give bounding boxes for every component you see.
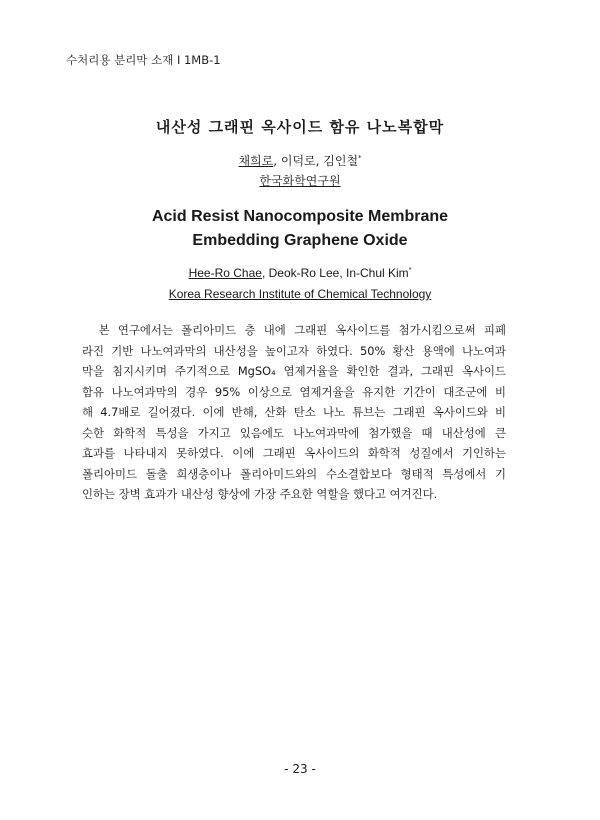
abstract-line: 해 4.7배로 길어졌다. 이에 반해, 산화 탄소 나노 튜브는 그래핀 옥사이드와 비: [82, 405, 506, 419]
co-authors-ko: , 이덕로, 김인철: [273, 154, 359, 168]
abstract-line: 인하는 장벽 효과가 내산성 향상에 가장 주요한 역할을 했다고 여겨진다.: [82, 487, 438, 501]
english-title-line-1: Acid Resist Nanocomposite Membrane: [151, 208, 449, 225]
abstract-line: 폴리아미드 돌출 희생층이나 폴리아미드와의 수소결합보다 형태적 특성에서 기: [82, 466, 506, 481]
presenting-author-ko: 채희로: [238, 154, 274, 168]
page-number: - 23 -: [284, 762, 316, 776]
affiliation-ko-text: 한국화학연구원: [259, 174, 341, 188]
english-title: [0, 205, 600, 253]
korean-title: 내산성 그래핀 옥사이드 함유 나노복합막: [155, 118, 445, 136]
korean-affiliation: [0, 172, 600, 189]
abstract-line: 슷한 화학적 특성을 가지고 있음에도 나노여과막에 첨가했을 때 내산성에 큰: [82, 425, 506, 440]
abstract-line: 라진 기반 나노여과막의 내산성을 높이고자 하였다. 50% 황산 용액에 나노여과: [82, 343, 506, 358]
english-authors: [0, 266, 600, 280]
abstract-line: 본 연구에서는 폴리아미드 층 내에 그래핀 옥사이드를 첨가시킴으로써 피페: [82, 323, 506, 337]
abstract-line: 효과를 나타내지 못하였다. 이에 그래핀 옥사이드의 화학적 성질에서 기인하는: [82, 446, 506, 460]
conference-session-header: 수처리용 분리막 소재 Ⅰ 1MB-1: [66, 53, 221, 67]
abstract-line: 막을 침지시키며 주기적으로 MgSO₄ 염제거율을 확인한 결과, 그래핀 옥사이드: [82, 364, 506, 378]
abstract-body: [82, 320, 506, 505]
korean-authors: [0, 152, 600, 169]
abstract-line: 함유 나노여과막의 경우 95% 이상으로 염제거율을 유지한 기간이 대조군에 비: [82, 384, 506, 399]
affiliation-en-text: Korea Research Institute of Chemical Technology: [168, 287, 432, 301]
english-title-line-2: Embedding Graphene Oxide: [192, 232, 408, 249]
presenting-author-en: Hee-Ro Chae: [188, 266, 262, 280]
co-authors-en: , Deok-Ro Lee, In-Chul Kim: [261, 266, 409, 280]
english-affiliation: [0, 287, 600, 301]
corresponding-mark-en: *: [408, 267, 412, 274]
corresponding-mark-ko: *: [358, 154, 362, 162]
